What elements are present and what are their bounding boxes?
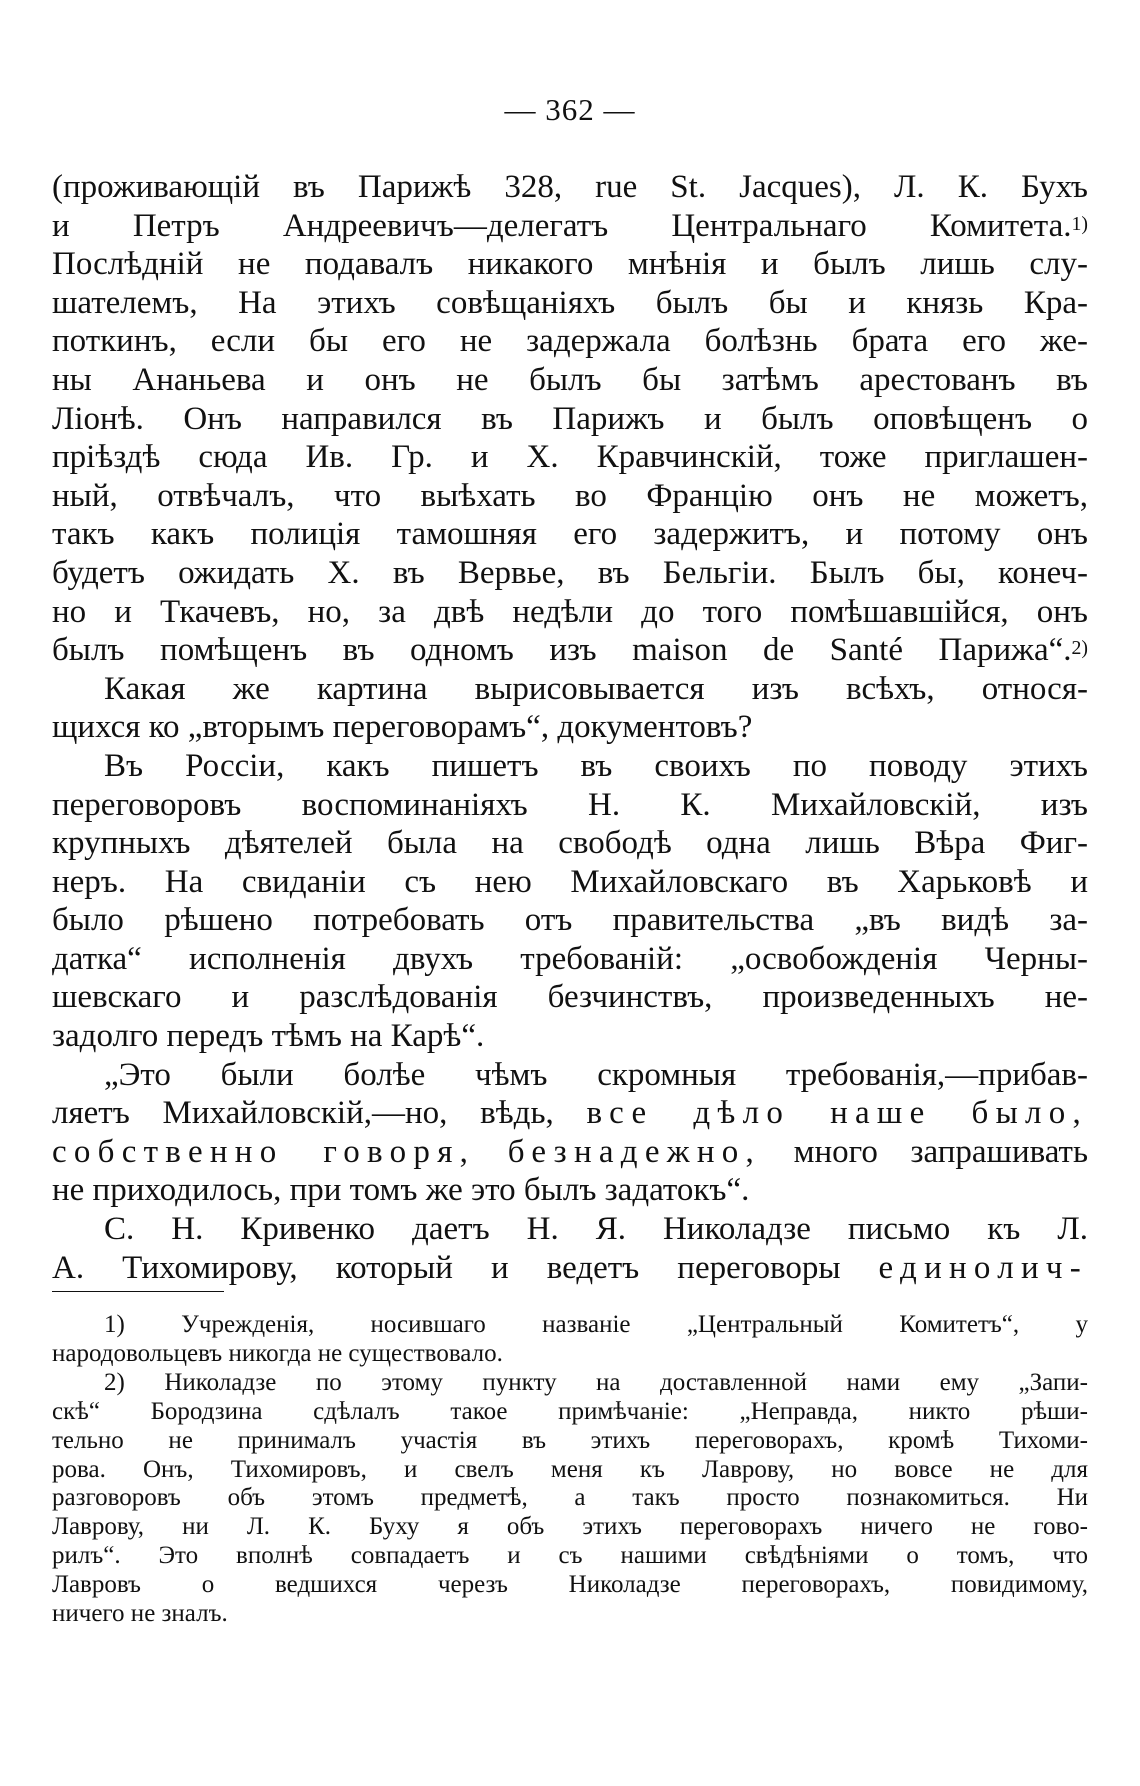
text-line: Послѣдній не подавалъ никакого мнѣнія и былъ лишь слу- bbox=[52, 246, 1088, 283]
footnote-marker: 1) bbox=[1071, 212, 1088, 235]
emphasis-text: все дѣло наше было, bbox=[586, 1095, 1088, 1132]
text-line: „Это были болѣе чѣмъ скромныя требованія,—прибав- bbox=[104, 1056, 1088, 1093]
footnote-line: разговоровъ объ этомъ предметѣ, а такъ просто познакомиться. Ни bbox=[52, 1484, 1088, 1512]
footnote-line: народовольцевъ никогда не существовало. bbox=[52, 1339, 503, 1367]
footnote-marker: 2) bbox=[1071, 637, 1088, 660]
text-line: (проживающій въ Парижѣ 328, rue St. Jacques), Л. К. Бухъ bbox=[52, 169, 1088, 205]
text-line: такъ какъ полиція тамошняя его задержитъ, и потому онъ bbox=[52, 516, 1088, 553]
emphasis-text: единолич- bbox=[878, 1249, 1088, 1286]
document-page bbox=[52, 0, 1088, 1786]
text-line: неръ. На свиданіи съ нею Михайловскаго въ Харьковѣ и bbox=[52, 863, 1088, 900]
footnote-line: Лаврову, ни Л. К. Буху я объ этихъ переговорахъ ничего не гово- bbox=[52, 1513, 1088, 1541]
footnote-marker: 1) bbox=[104, 1311, 125, 1338]
text-line: собственно говоря, безнадежно, много запрашивать bbox=[52, 1133, 1088, 1170]
page-number: — 362 — bbox=[504, 92, 636, 127]
footnote-line: Лавровъ о ведшихся черезъ Николадзе переговорахъ, повидимому, bbox=[52, 1571, 1088, 1599]
footnote-divider bbox=[52, 1291, 224, 1292]
footnote-line: ничего не зналъ. bbox=[52, 1600, 228, 1628]
text-line: было рѣшено потребовать отъ правительства „въ видѣ за- bbox=[52, 902, 1088, 939]
emphasis-text: собственно говоря, bbox=[52, 1133, 476, 1170]
footnote-line: рова. Онъ, Тихомировъ, и свелъ меня къ Лаврову, но вовсе не для bbox=[52, 1455, 1088, 1483]
footnote-line: скѣ“ Бородзина сдѣлалъ такое примѣчаніе: „Неправда, никто рѣши- bbox=[52, 1397, 1088, 1425]
footnotes bbox=[52, 1311, 1088, 1629]
text-line: С. Н. Кривенко даетъ Н. Я. Николадзе письмо къ Л. bbox=[104, 1211, 1088, 1248]
text-line: шателемъ, На этихъ совѣщаніяхъ былъ бы и князь Кра- bbox=[52, 284, 1088, 321]
footnote-line: 1) Учрежденія, носившаго названіе „Центральный Комитетъ“, у bbox=[104, 1311, 1088, 1338]
text-line: поткинъ, если бы его не задержала болѣзнь брата его же- bbox=[52, 323, 1088, 360]
text-line: былъ помѣщенъ въ одномъ изъ maison de Santé Парижа“.$^{2)}$ bbox=[52, 632, 1088, 669]
main-text bbox=[52, 168, 1088, 1287]
footnote-marker: 2) bbox=[104, 1368, 125, 1396]
text-line: и Петръ Андреевичъ—делегатъ Центральнаго Комитета.$^{1)}$ bbox=[52, 207, 1088, 244]
text-line: А. Тихомирову, который и ведетъ переговоры единолич- bbox=[52, 1249, 1088, 1286]
text-line: датка“ исполненія двухъ требованій: „освобожденія Черны- bbox=[52, 940, 1088, 977]
text-line: но и Ткачевъ, но, за двѣ недѣли до того помѣшавшійся, онъ bbox=[52, 593, 1088, 630]
text-line: не приходилось, при томъ же это былъ задатокъ“. bbox=[52, 1172, 750, 1209]
text-line: будетъ ожидать Х. въ Вервье, въ Бельгіи. Былъ бы, конеч- bbox=[52, 554, 1088, 591]
text-line: крупныхъ дѣятелей была на свободѣ одна лишь Вѣра Фиг- bbox=[52, 825, 1088, 862]
footnote-line: 2) Николадзе по этому пункту на доставленной нами ему „Запи- bbox=[104, 1368, 1088, 1396]
text-line: пріѣздѣ сюда Ив. Гр. и Х. Кравчинскій, тоже приглашен- bbox=[52, 439, 1088, 476]
text-line: ны Ананьева и онъ не былъ бы затѣмъ арестованъ въ bbox=[52, 361, 1088, 398]
footnote-line: рилъ“. Это вполнѣ совпадаетъ и съ нашими свѣдѣніями о томъ, что bbox=[52, 1542, 1088, 1570]
text-line: Какая же картина вырисовывается изъ всѣхъ, относя- bbox=[104, 670, 1088, 707]
text-line: щихся ко „вторымъ переговорамъ“, документовъ? bbox=[52, 709, 753, 746]
text-line: задолго передъ тѣмъ на Карѣ“. bbox=[52, 1018, 485, 1055]
text-line: шевскаго и разслѣдованія безчинствъ, произведенныхъ не- bbox=[52, 979, 1088, 1016]
text-line: Въ Россіи, какъ пишетъ въ своихъ по поводу этихъ bbox=[104, 747, 1088, 784]
emphasis-text: безнадежно, bbox=[507, 1133, 762, 1170]
text-line: Ліонѣ. Онъ направился въ Парижъ и былъ оповѣщенъ о bbox=[52, 400, 1088, 437]
footnote-line: тельно не принималъ участія въ этихъ переговорахъ, кромѣ Тихоми- bbox=[52, 1426, 1088, 1454]
text-line: ляетъ Михайловскій,—но, вѣдь, все дѣло наше было, bbox=[52, 1095, 1088, 1132]
text-line: переговоровъ воспоминаніяхъ Н. К. Михайловскій, изъ bbox=[52, 786, 1088, 823]
text-line: ный, отвѣчалъ, что выѣхать во Францію онъ не можетъ, bbox=[52, 477, 1088, 514]
